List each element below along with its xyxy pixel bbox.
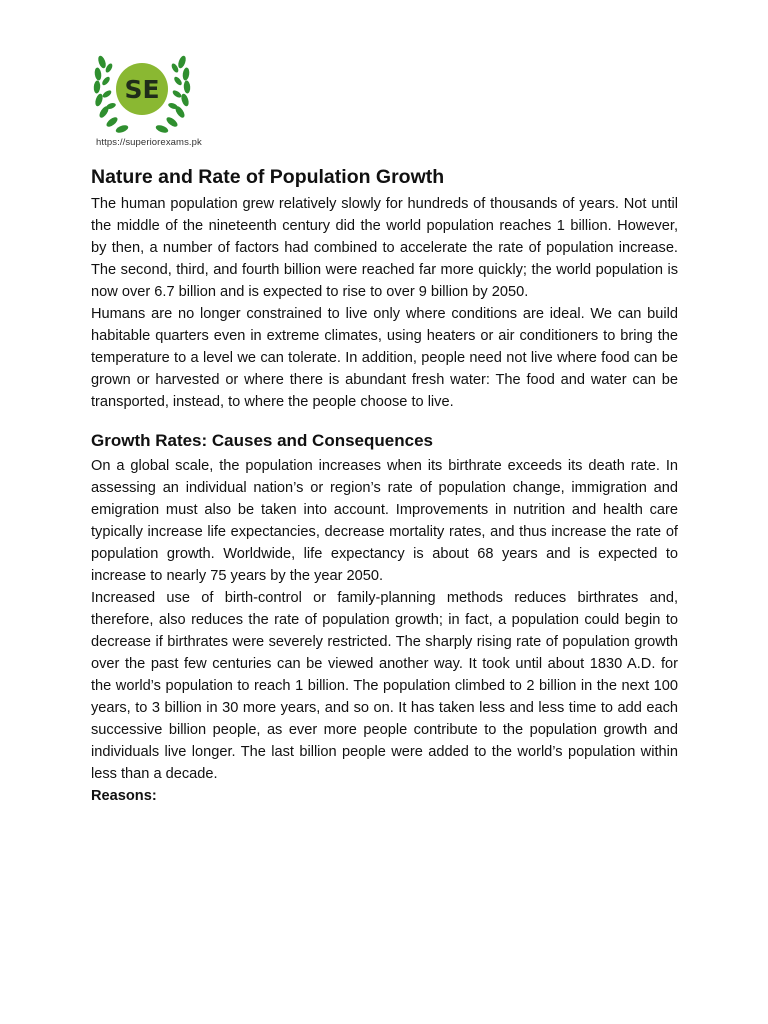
document-body <box>91 164 678 807</box>
section-title-growth-rates: Growth Rates: Causes and Consequences <box>91 431 433 450</box>
logo-initials: SE <box>124 75 160 104</box>
paragraph: On a global scale, the population increases when its birthrate exceeds its death rate. In assessing an individual nation’s or region’s rate of population change, immigration and emigration must also be taken into account. Improvements in nutrition and health care typically increase life expectancies, decrease mortality rates, and thus increase the rate of population growth. Worldwide, life expectancy is about 68 years and is expected to increase to nearly 75 years by the year 2050. <box>91 458 678 584</box>
paragraph: Humans are no longer constrained to live only where conditions are ideal. We can build habitable quarters even in extreme climates, using heaters or air conditioners to bring the temperature to a level we can tolerate. In addition, people need not live where food can be grown or harvested or where there is abundant fresh water: The food and water can be transported, instead, to where the people choose to live. <box>91 306 678 410</box>
laurel-wreath-icon <box>88 48 196 148</box>
site-logo <box>88 48 196 148</box>
reasons-heading: Reasons: <box>91 788 157 804</box>
section-title-nature: Nature and Rate of Population Growth <box>91 166 445 188</box>
paragraph: Increased use of birth-control or family-planning methods reduces birthrates and, therefore, also reduces the rate of population growth; in fact, a population could begin to decrease if birthrates were severely restricted. The sharply rising rate of population growth over the past few centuries can be viewed another way. It took until about 1830 A.D. for the world’s population to reach 1 billion. The population climbed to 2 billion in the next 100 years, to 3 billion in 30 more years, and so on. It has taken less and less time to add each successive billion people, as ever more people contribute to the population growth and individuals live longer. The last billion people were added to the world’s population within less than a decade. <box>91 590 678 782</box>
paragraph: The human population grew relatively slowly for hundreds of thousands of years. Not until the middle of the nineteenth century did the world population reaches 1 billion. However, by then, a number of factors had combined to accelerate the rate of population increase. The second, third, and fourth billion were reached far more quickly; the world population is now over 6.7 billion and is expected to rise to over 9 billion by 2050. <box>91 196 678 300</box>
logo-url: https://superiorexams.pk <box>96 137 202 148</box>
